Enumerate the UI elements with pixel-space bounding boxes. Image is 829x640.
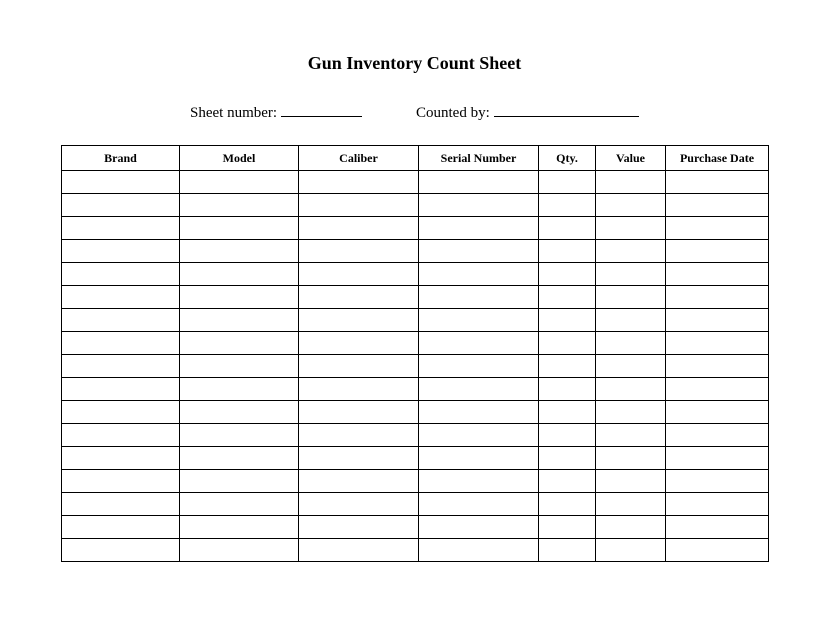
cell-serial-number[interactable] [419,240,539,263]
sheet-number-blank[interactable] [281,102,362,117]
cell-serial-number[interactable] [419,470,539,493]
cell-qty[interactable] [539,171,596,194]
cell-serial-number[interactable] [419,217,539,240]
cell-brand[interactable] [62,493,180,516]
cell-model[interactable] [180,516,299,539]
cell-value[interactable] [596,470,666,493]
cell-brand[interactable] [62,194,180,217]
table-row [62,217,769,240]
inventory-table-body [62,171,769,562]
cell-brand[interactable] [62,424,180,447]
cell-serial-number[interactable] [419,539,539,562]
counted-by-label: Counted by: [416,105,490,121]
cell-serial-number[interactable] [419,447,539,470]
cell-serial-number[interactable] [419,516,539,539]
cell-model[interactable] [180,217,299,240]
cell-brand[interactable] [62,171,180,194]
column-header-brand: Brand [62,146,180,171]
table-row [62,355,769,378]
cell-qty[interactable] [539,240,596,263]
cell-caliber[interactable] [299,217,419,240]
cell-brand[interactable] [62,286,180,309]
table-row [62,263,769,286]
cell-brand[interactable] [62,516,180,539]
column-header-qty: Qty. [539,146,596,171]
cell-brand[interactable] [62,240,180,263]
cell-serial-number[interactable] [419,263,539,286]
cell-value[interactable] [596,332,666,355]
cell-model[interactable] [180,401,299,424]
cell-purchase-date[interactable] [666,194,769,217]
cell-purchase-date[interactable] [666,424,769,447]
cell-purchase-date[interactable] [666,470,769,493]
cell-value[interactable] [596,171,666,194]
table-header-row [62,146,769,171]
cell-brand[interactable] [62,263,180,286]
cell-purchase-date[interactable] [666,309,769,332]
cell-value[interactable] [596,516,666,539]
cell-serial-number[interactable] [419,309,539,332]
cell-purchase-date[interactable] [666,516,769,539]
cell-model[interactable] [180,470,299,493]
cell-caliber[interactable] [299,516,419,539]
cell-purchase-date[interactable] [666,240,769,263]
cell-qty[interactable] [539,470,596,493]
cell-value[interactable] [596,539,666,562]
cell-value[interactable] [596,263,666,286]
cell-qty[interactable] [539,286,596,309]
cell-caliber[interactable] [299,332,419,355]
inventory-table [61,145,769,562]
table-row [62,240,769,263]
cell-purchase-date[interactable] [666,286,769,309]
sheet-number-field [190,102,362,122]
column-header-value: Value [596,146,666,171]
counted-by-blank[interactable] [494,102,639,117]
table-row [62,171,769,194]
cell-caliber[interactable] [299,401,419,424]
column-header-model: Model [180,146,299,171]
cell-brand[interactable] [62,309,180,332]
cell-model[interactable] [180,493,299,516]
cell-caliber[interactable] [299,286,419,309]
cell-brand[interactable] [62,217,180,240]
table-row [62,286,769,309]
cell-brand[interactable] [62,378,180,401]
cell-model[interactable] [180,355,299,378]
cell-brand[interactable] [62,539,180,562]
table-row [62,470,769,493]
cell-caliber[interactable] [299,539,419,562]
cell-model[interactable] [180,309,299,332]
cell-qty[interactable] [539,447,596,470]
table-row [62,516,769,539]
cell-qty[interactable] [539,493,596,516]
cell-model[interactable] [180,171,299,194]
table-row [62,447,769,470]
cell-qty[interactable] [539,217,596,240]
cell-value[interactable] [596,355,666,378]
cell-brand[interactable] [62,355,180,378]
cell-purchase-date[interactable] [666,493,769,516]
cell-value[interactable] [596,378,666,401]
cell-qty[interactable] [539,378,596,401]
cell-serial-number[interactable] [419,171,539,194]
sheet-number-label: Sheet number: [190,105,278,121]
cell-brand[interactable] [62,470,180,493]
cell-caliber[interactable] [299,378,419,401]
table-row [62,309,769,332]
cell-value[interactable] [596,309,666,332]
cell-purchase-date[interactable] [666,263,769,286]
table-row [62,332,769,355]
cell-brand[interactable] [62,447,180,470]
cell-serial-number[interactable] [419,286,539,309]
table-row [62,401,769,424]
cell-value[interactable] [596,447,666,470]
cell-model[interactable] [180,539,299,562]
cell-value[interactable] [596,401,666,424]
cell-qty[interactable] [539,516,596,539]
cell-model[interactable] [180,286,299,309]
column-header-caliber: Caliber [299,146,419,171]
cell-caliber[interactable] [299,194,419,217]
cell-purchase-date[interactable] [666,378,769,401]
cell-purchase-date[interactable] [666,171,769,194]
cell-serial-number[interactable] [419,424,539,447]
cell-purchase-date[interactable] [666,539,769,562]
cell-serial-number[interactable] [419,332,539,355]
cell-model[interactable] [180,194,299,217]
cell-brand[interactable] [62,401,180,424]
cell-qty[interactable] [539,355,596,378]
cell-purchase-date[interactable] [666,401,769,424]
cell-qty[interactable] [539,424,596,447]
cell-caliber[interactable] [299,263,419,286]
table-row [62,539,769,562]
cell-serial-number[interactable] [419,401,539,424]
cell-purchase-date[interactable] [666,217,769,240]
cell-value[interactable] [596,194,666,217]
cell-caliber[interactable] [299,493,419,516]
cell-brand[interactable] [62,332,180,355]
cell-model[interactable] [180,332,299,355]
cell-caliber[interactable] [299,240,419,263]
cell-value[interactable] [596,286,666,309]
cell-value[interactable] [596,240,666,263]
cell-qty[interactable] [539,539,596,562]
page-title: Gun Inventory Count Sheet [307,53,522,73]
cell-purchase-date[interactable] [666,447,769,470]
cell-serial-number[interactable] [419,493,539,516]
cell-model[interactable] [180,447,299,470]
cell-caliber[interactable] [299,424,419,447]
cell-qty[interactable] [539,309,596,332]
cell-model[interactable] [180,263,299,286]
cell-purchase-date[interactable] [666,355,769,378]
cell-qty[interactable] [539,194,596,217]
cell-caliber[interactable] [299,355,419,378]
cell-caliber[interactable] [299,171,419,194]
cell-model[interactable] [180,424,299,447]
cell-serial-number[interactable] [419,355,539,378]
table-row [62,194,769,217]
column-header-purchase-date: Purchase Date [666,146,769,171]
cell-model[interactable] [180,378,299,401]
cell-serial-number[interactable] [419,194,539,217]
cell-serial-number[interactable] [419,378,539,401]
counted-by-field [416,102,639,122]
cell-caliber[interactable] [299,447,419,470]
table-row [62,493,769,516]
cell-purchase-date[interactable] [666,332,769,355]
cell-caliber[interactable] [299,470,419,493]
cell-model[interactable] [180,240,299,263]
column-header-serial-number: Serial Number [419,146,539,171]
cell-value[interactable] [596,493,666,516]
cell-qty[interactable] [539,401,596,424]
cell-qty[interactable] [539,263,596,286]
cell-caliber[interactable] [299,309,419,332]
table-row [62,378,769,401]
cell-qty[interactable] [539,332,596,355]
cell-value[interactable] [596,424,666,447]
cell-value[interactable] [596,217,666,240]
table-row [62,424,769,447]
